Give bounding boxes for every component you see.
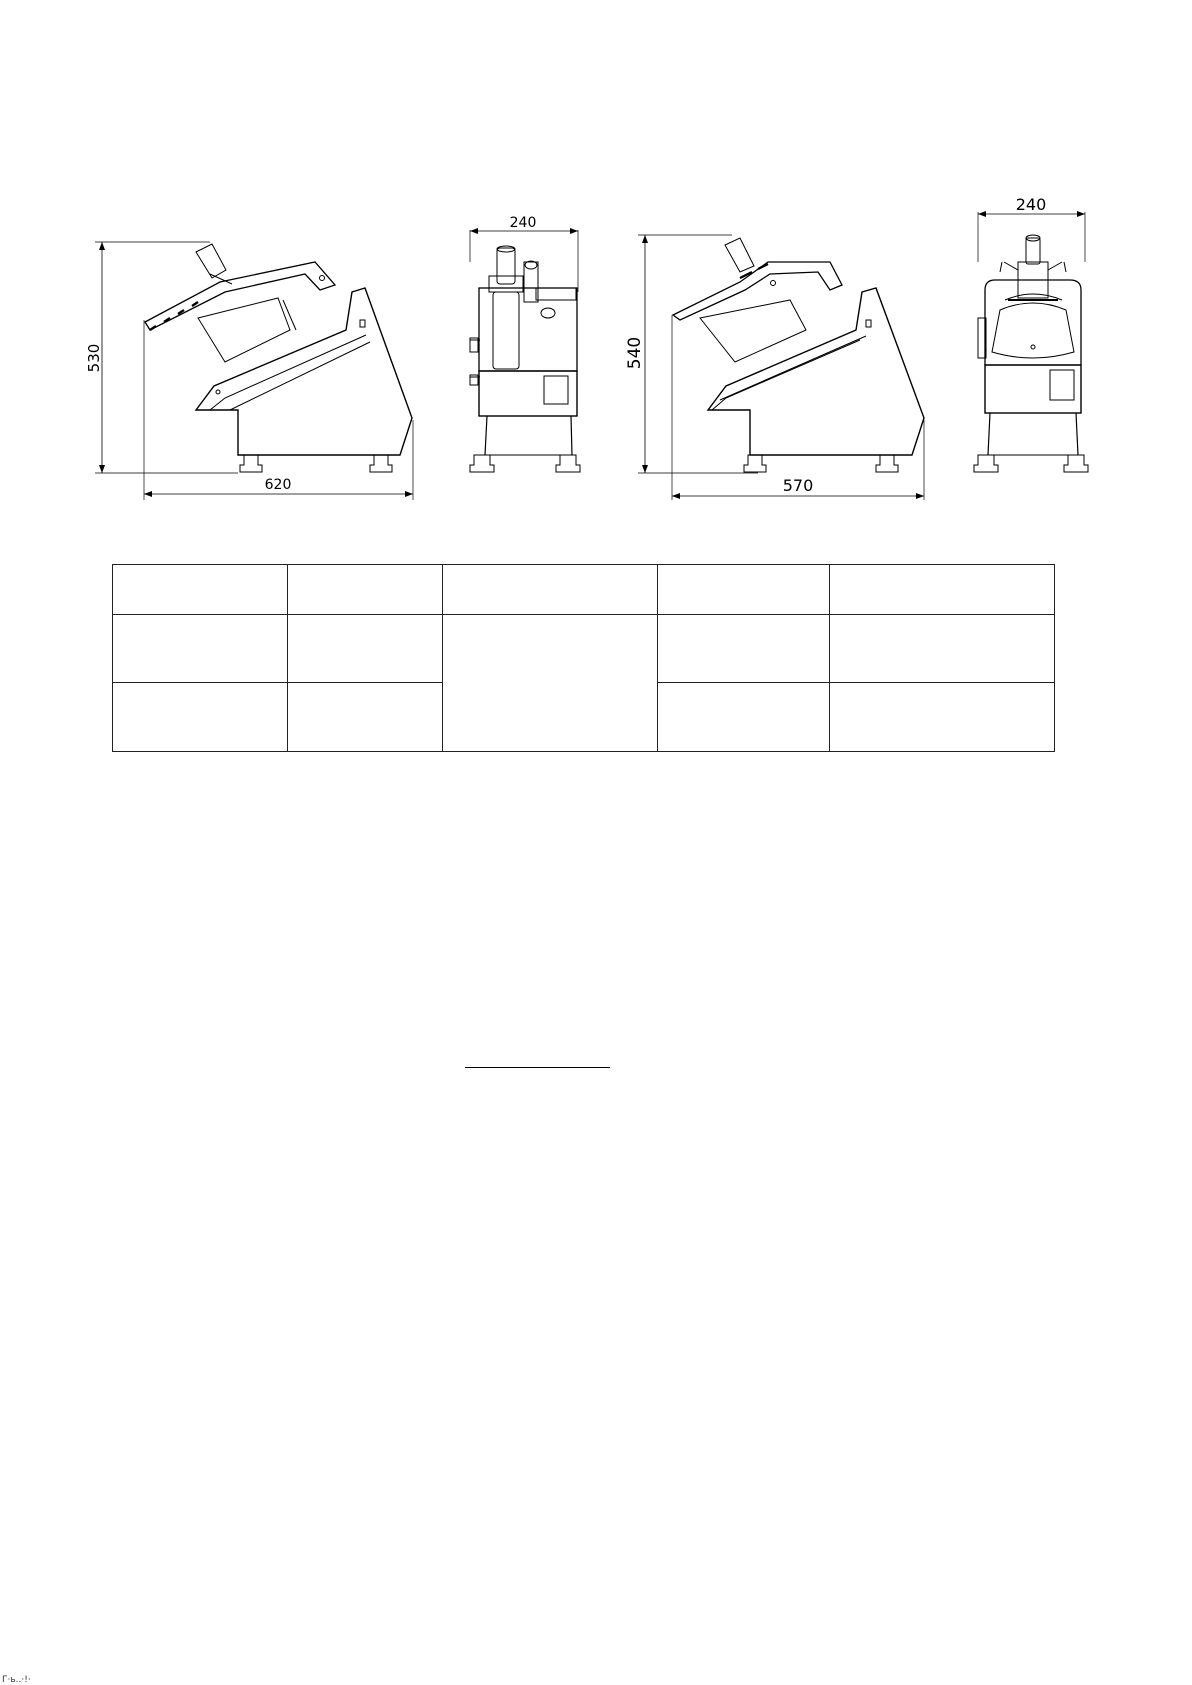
table-cell <box>658 683 830 752</box>
table-cell <box>288 615 443 683</box>
table-cell <box>113 683 288 752</box>
table-cell <box>288 683 443 752</box>
dim-width-label-2: 240 <box>509 215 537 231</box>
table-cell-merged <box>443 615 658 752</box>
table-cell <box>288 565 443 615</box>
dim-height-label-3: 540 <box>625 336 645 370</box>
table-cell <box>113 565 288 615</box>
dim-width-label-3: 570 <box>782 476 814 495</box>
signature-line <box>465 1067 610 1068</box>
table-cell <box>830 615 1055 683</box>
table-cell <box>658 615 830 683</box>
table-cell <box>658 565 830 615</box>
table-cell <box>113 615 288 683</box>
table-cell <box>830 683 1055 752</box>
table-row <box>113 615 1055 683</box>
spec-table <box>112 564 1055 752</box>
dim-width-label-4: 240 <box>1015 195 1047 214</box>
table-cell <box>830 565 1055 615</box>
dim-width-label-1: 620 <box>264 477 292 493</box>
side-view-left <box>95 242 413 500</box>
side-view-right <box>638 235 924 500</box>
front-view-left <box>470 228 580 472</box>
dim-height-label-1: 530 <box>85 343 103 373</box>
front-view-right <box>974 211 1088 472</box>
table-cell <box>443 565 658 615</box>
table-row <box>113 565 1055 615</box>
footer-mark: Г·ь..·!· <box>2 1675 31 1685</box>
